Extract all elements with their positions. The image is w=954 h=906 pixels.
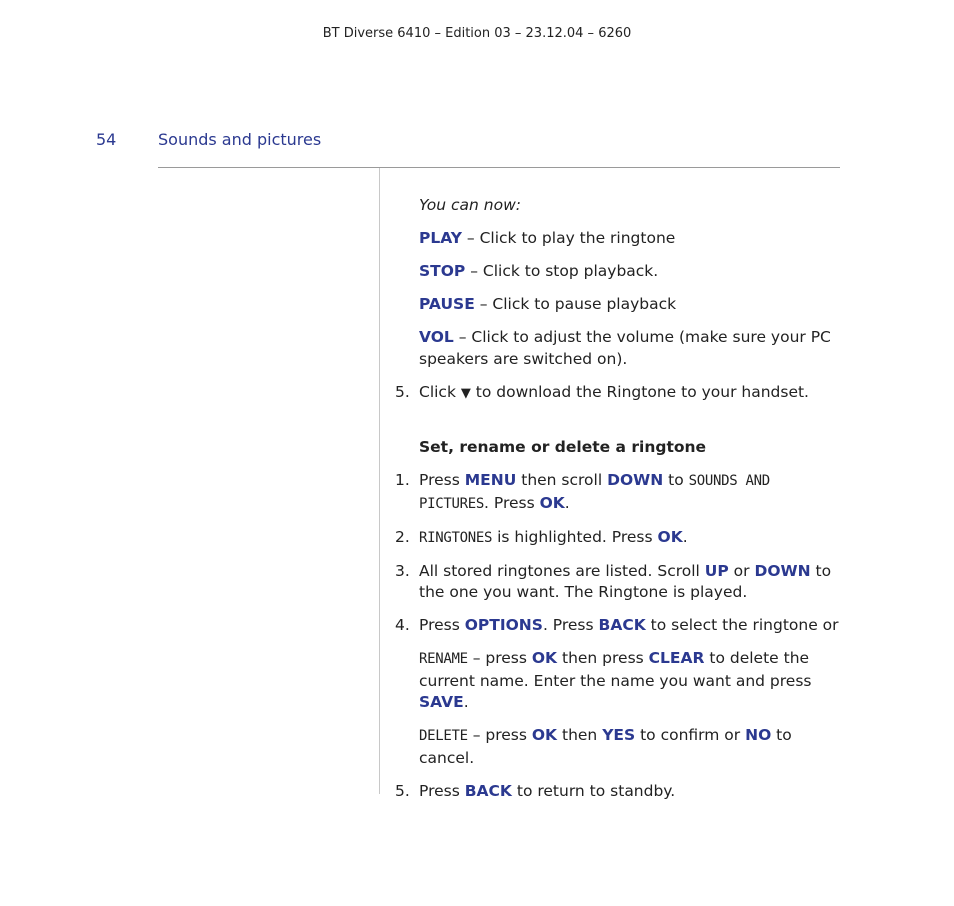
main-content [395, 195, 841, 814]
step-text: to select the ringtone or [645, 616, 839, 634]
up-key: UP [704, 561, 729, 580]
pause-key: PAUSE [419, 295, 475, 313]
step-text: Click [419, 382, 461, 401]
step-text: . Press [484, 493, 540, 512]
down-arrow-icon: ▼ [460, 385, 471, 401]
down-key: DOWN [607, 471, 664, 489]
step-3 [395, 561, 841, 604]
delete-instruction [419, 725, 841, 769]
back-key: BACK [598, 616, 646, 634]
menu-key: MENU [464, 471, 517, 489]
step-5 [395, 781, 841, 803]
step-text: to download the Ringtone to your handset. [470, 382, 809, 401]
step-text: to delete the current name. Enter the name you want and press [419, 649, 812, 690]
option-pause [419, 294, 841, 316]
step-text: . Press [542, 616, 599, 634]
step-text: – press [467, 649, 532, 667]
clear-key: CLEAR [648, 649, 705, 667]
column-divider [379, 168, 380, 794]
step-4 [395, 615, 841, 637]
step-text: – press [467, 726, 532, 744]
step-text: to confirm or [635, 726, 746, 744]
step-number: 2. [395, 527, 410, 546]
step-number: 5. [395, 781, 410, 800]
step-text: . [682, 527, 688, 546]
step-text: is highlighted. Press [492, 527, 658, 546]
rename-instruction [419, 648, 841, 714]
display-text: DELETE [419, 728, 468, 744]
option-stop [419, 261, 841, 283]
ok-key: OK [531, 649, 558, 667]
play-key: PLAY [419, 229, 462, 247]
option-text: – Click to play the ringtone [461, 229, 676, 247]
vol-key: VOL [419, 328, 454, 346]
display-text: RINGTONES [419, 529, 493, 546]
page-number: 54 [96, 130, 117, 149]
yes-key: YES [602, 726, 636, 744]
section-heading: Set, rename or delete a ringtone [419, 438, 707, 456]
option-text: – Click to stop playback. [465, 262, 659, 280]
step-text: then [557, 726, 603, 744]
header-divider [158, 167, 840, 168]
step-text: . [564, 493, 570, 512]
document-reference: BT Diverse 6410 – Edition 03 – 23.12.04 – 6260 [322, 26, 632, 41]
step-text: then scroll [516, 471, 608, 489]
options-key: OPTIONS [464, 616, 543, 634]
step-text: All stored ringtones are listed. Scroll [419, 561, 705, 580]
step-text: to return to standby. [511, 781, 676, 800]
step-text: Press [419, 781, 465, 800]
down-key: DOWN [754, 561, 811, 580]
step-text: . [463, 693, 469, 711]
step-text: Press [419, 616, 465, 634]
ok-key: OK [657, 527, 683, 546]
option-vol [419, 327, 841, 370]
step-1 [395, 470, 841, 515]
option-text: – Click to pause playback [474, 295, 677, 313]
step-text: to cancel. [419, 726, 792, 767]
step-number: 5. [395, 382, 410, 401]
step-number: 3. [395, 561, 410, 580]
section-title: Sounds and pictures [158, 130, 322, 149]
option-play [419, 228, 841, 250]
ok-key: OK [531, 726, 558, 744]
step-text: to the one you want. The Ringtone is played. [419, 561, 832, 601]
back-key: BACK [464, 781, 512, 800]
step-text: to [663, 471, 689, 489]
step-2 [395, 527, 841, 550]
ok-key: OK [539, 493, 565, 512]
step-text: Press [419, 471, 465, 489]
step-download [395, 382, 841, 405]
step-text: or [728, 561, 755, 580]
display-text: RENAME [419, 651, 468, 667]
display-text: SOUNDS AND PICTURES [419, 473, 770, 512]
option-text: – Click to adjust the volume (make sure your PC speakers are switched on). [419, 328, 831, 368]
step-number: 1. [395, 471, 410, 489]
no-key: NO [745, 726, 772, 744]
stop-key: STOP [419, 262, 466, 280]
intro-text: You can now: [419, 196, 521, 214]
step-number: 4. [395, 616, 410, 634]
save-key: SAVE [419, 693, 464, 711]
step-text: then press [557, 649, 649, 667]
